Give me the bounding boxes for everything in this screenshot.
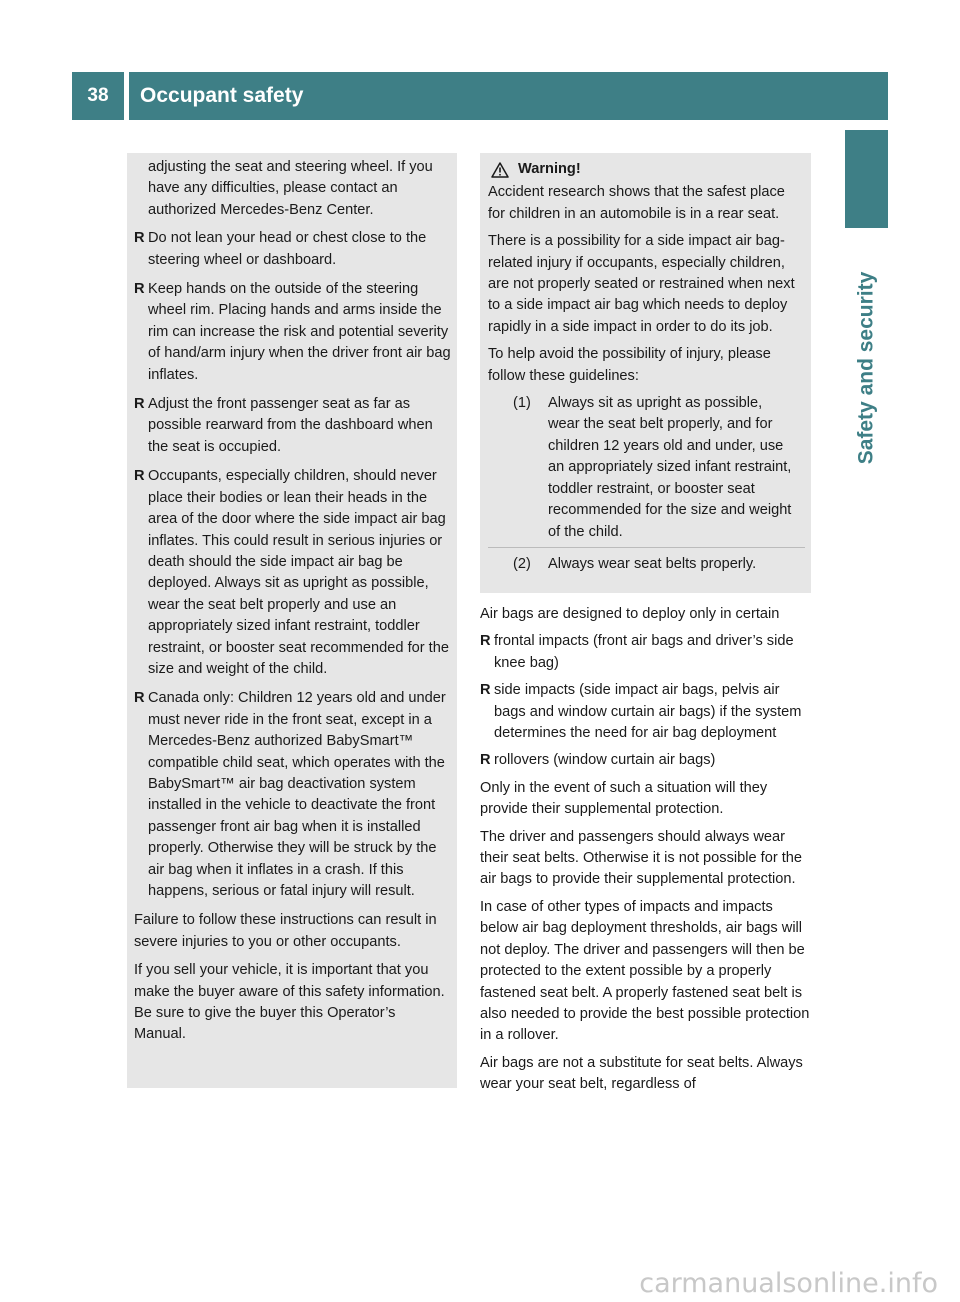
page-title: Occupant safety bbox=[129, 72, 888, 120]
failure-paragraph: Failure to follow these instructions can result in severe injuries to you or other occupants. bbox=[134, 912, 437, 950]
left-info-box bbox=[127, 153, 457, 1088]
list-item: R frontal impacts (front air bags and driver’s side knee bag) bbox=[480, 633, 794, 671]
sell-paragraph: If you sell your vehicle, it is important that you make the buyer aware of this safety information. Be sure to give the buyer this Operator’s Manual. bbox=[134, 962, 445, 1043]
paragraph-substitute: Air bags are not a substitute for seat belts. Always wear your seat belt, regardless of bbox=[480, 1054, 803, 1093]
bullet-icon: R bbox=[480, 633, 491, 650]
bullet-icon: R bbox=[134, 230, 145, 247]
deploy-intro: Air bags are designed to deploy only in certain bbox=[480, 606, 780, 622]
bullet-icon: R bbox=[480, 682, 491, 699]
list-item: R Canada only: Children 12 years old and under must never ride in the front seat, except in a Mercedes-Benz authorized BabySmart™ compatible child seat, which operates with the BabySmart™ air bag deactivation system installed in the vehicle to deactivate the front passenger front air bag when it is installed properly. Otherwise they will be struck by the air bag when it inflates in a crash. If this happens, serious or fatal injury will result. bbox=[134, 690, 446, 899]
guideline-number: (1) bbox=[513, 395, 531, 412]
list-item: R side impacts (side impact air bags, pelvis air bags and window curtain air bags) if the system determines the need for air bag deployment bbox=[480, 682, 802, 742]
bullet-icon: R bbox=[134, 468, 145, 485]
list-item: R Adjust the front passenger seat as far as possible rearward from the dashboard when the seat is occupied. bbox=[134, 396, 433, 455]
warning-triangle-icon bbox=[491, 162, 509, 178]
list-item: R rollovers (window curtain air bags) bbox=[480, 750, 814, 771]
side-tab-marker bbox=[845, 130, 888, 228]
side-tab-label: Safety and security bbox=[854, 271, 878, 465]
warning-box bbox=[480, 153, 811, 593]
list-item: R Do not lean your head or chest close to the steering wheel or dashboard. bbox=[134, 230, 427, 268]
bullet-icon: R bbox=[480, 752, 491, 769]
list-item: R Keep hands on the outside of the steering wheel rim. Placing hands and arms inside the rim can increase the risk and potential severity of hand/arm injury when the driver front air bag inflates. bbox=[134, 281, 451, 383]
paragraph-protection: Only in the event of such a situation will they provide their supplemental protection. bbox=[480, 779, 768, 818]
guideline-text: Always wear seat belts properly. bbox=[548, 555, 757, 572]
side-tab bbox=[845, 238, 888, 498]
right-column bbox=[480, 604, 814, 1102]
guideline-item bbox=[488, 393, 805, 543]
page-number: 38 bbox=[72, 72, 124, 120]
guideline-number: (2) bbox=[513, 555, 531, 572]
warning-heading bbox=[488, 159, 805, 180]
bullet-icon: R bbox=[134, 396, 145, 413]
bullet-icon: R bbox=[134, 690, 145, 707]
guideline-divider bbox=[488, 547, 805, 548]
guideline-item bbox=[488, 554, 805, 575]
watermark: carmanualsonline.info bbox=[639, 1268, 938, 1299]
list-item: R Occupants, especially children, should never place their bodies or lean their heads in the area of the door where the side impact air bag inflates. This could result in serious injuries or death should the side impact air bag be deployed. Always sit as upright as possible, wear the seat belt properly and use an appropriately sized infant restraint, toddler restraint, or booster seat recommended for the size and weight of the child. bbox=[134, 468, 449, 677]
bullet-icon: R bbox=[134, 281, 145, 298]
warning-title: Warning! bbox=[518, 161, 581, 177]
paragraph-seatbelts: The driver and passengers should always wear their seat belts. Otherwise it is not possible for the air bags to provide their supplemental protection. bbox=[480, 828, 803, 888]
warning-paragraph-3: To help avoid the possibility of injury, please follow these guidelines: bbox=[488, 346, 771, 384]
warning-paragraph-1: Accident research shows that the safest place for children in an automobile is in a rear seat. bbox=[488, 184, 785, 222]
warning-paragraph-2: There is a possibility for a side impact air bag-related injury if occupants, especially children, are not properly seated or restrained when next to a side impact air bag which needs to deploy rapidly in a side impact in order to do its job. bbox=[488, 233, 795, 335]
paragraph-other-impacts: In case of other types of impacts and impacts below air bag deployment thresholds, air bags will not deploy. The driver and passengers will then be protected to the extent possible by a properly fastened seat belt. A properly fastened seat belt is also needed to provide the best possible protection in a rollover. bbox=[480, 898, 810, 1044]
guideline-text: Always sit as upright as possible, wear the seat belt properly, and for children 12 years old and under, use an appropriately sized infant restraint, toddler restraint, or booster seat recommended for the size and weight of the child. bbox=[548, 395, 792, 540]
intro-continuation: adjusting the seat and steering wheel. If you have any difficulties, please contact an authorized Mercedes-Benz Center. bbox=[148, 159, 433, 218]
